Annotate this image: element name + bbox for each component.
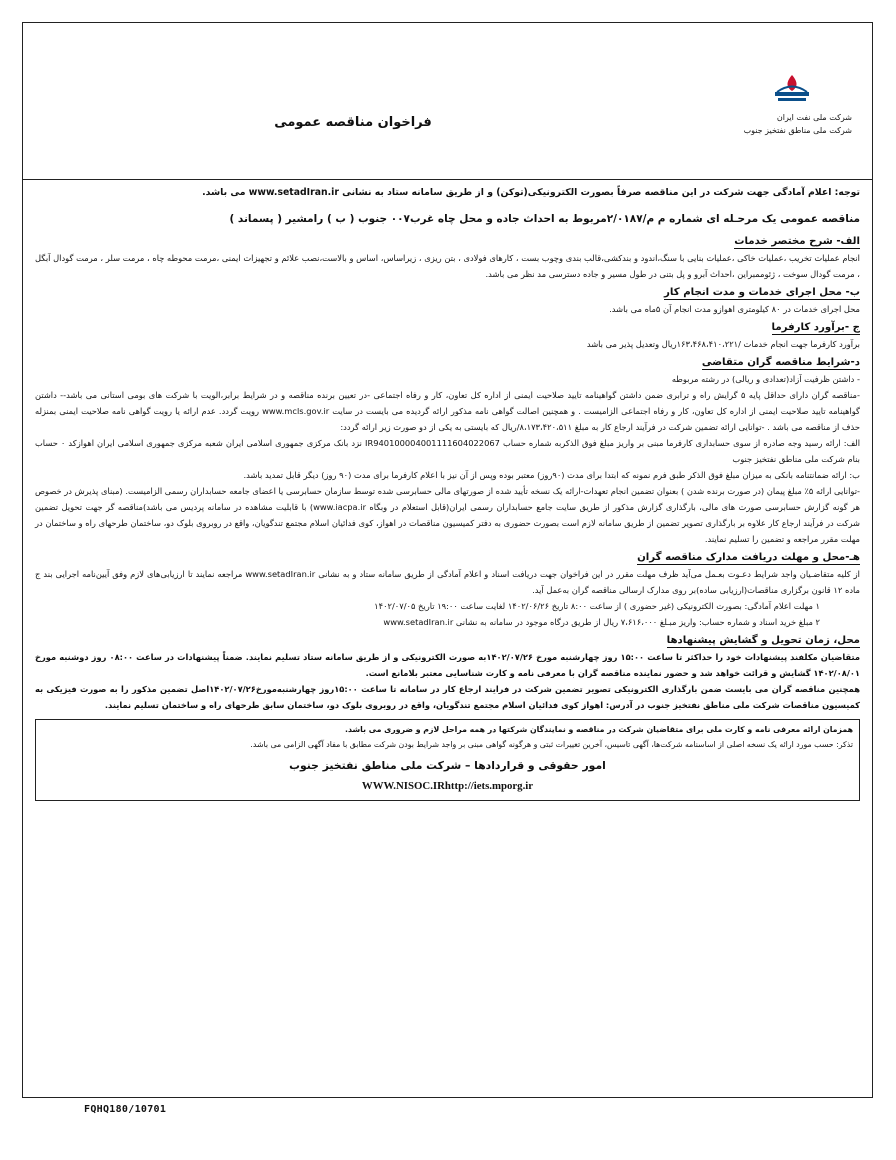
page-title: فراخوان مناقصه عمومی	[274, 115, 432, 130]
notice-text: توجه: اعلام آمادگی جهت شرکت در این مناقصه صرفاً بصورت الکترونیکی(توکن) و از طریق سامانه ستاد به نشانی www.setadIran.ir می باشد.	[202, 187, 860, 198]
company-name-line1: شرکت ملی نفت ایران	[776, 113, 852, 122]
notes-line2: تذکر: حسب مورد ارائه یک نسخه اصلی از اساسنامه شرکت‌ها، آگهی تاسیس، آخرین تغییرات ثبتی و هرگونه گواهی مبنی بر واجد شرایط بودن شرکت مطابق با مفاد آگهی الزامی می باشد.	[250, 740, 853, 749]
section-vav-text1: متقاضیان مکلفند پیشنهادات خود را حداکثر تا ساعت ۱۵:۰۰ روز چهارشنبه مورخ ۱۴۰۲/۰۷/۲۶به صورت الکترونیکی و از طریق سامانه ستاد تسلیم نمایند. ضمناً پیشنهادات در ساعت ۰۸:۰۰ روز دوشنبه مورخ ۱۴۰۲/۰۸/۰۱ گشایش و قرائت خواهد شد و حضور نماینده مناقصه گران با معرفی نامه و کارت شناسایی معتبر بلامانع است.	[35, 652, 860, 678]
section-vav-text2: همچنین مناقصه گران می بایست ضمن بارگذاری الکترونیکی تصویر تضمین شرکت در فرایند ارجاع کار در سامانه تا ساعت ۱۵:۰۰روز چهارشنبه‌مورخ۱۴۰۲/۰۷/۲۶اصل تضمین مذکور را به صورت فیزیکی به کمیسیون مناقصات شرکت ملی مناطق نفتخیز جنوب در آدرس: اهواز کوی فدائیان اسلام مجتمع تندگویان، واقع در روبروی بلوک دو، ساختمان سابق طرحهای راه و ساختمان تسلیم نمایند.	[35, 684, 860, 710]
section-vav-heading: محل، زمان تحویل و گشایش پیشنهادها	[666, 635, 860, 646]
company-logo	[732, 73, 852, 137]
section-be-text: محل اجرای خدمات در ۸۰ کیلومتری اهوازو مدت انجام آن ۵ماه می باشد.	[609, 304, 860, 314]
section-dal-line: -توانایی ارائه ۵٪ مبلغ پیمان (در صورت برنده شدن ) بعنوان تضمین انجام تعهدات-ارائه یک نسخه تأیید شده از صورتهای مالی حسابرسی شده توسط سازمان حسابرسی یا اعضای جامعه حسابداران رسمی الزامیست. (مبنای پذیرش در خصوص هر گونه گزارش حسابرسی صورت های مالی، بارگذاری گزارش مذکور از طریق سایت جامع حسابداران رسمی ایران(قابل استعلام در وبگاه www.iacpa.ir) با قابلیت مشاهده در سامانه پردیس می باشد)مناقصه گر جهت تحویل تضمین شرکت در فرآیند ارجاع کار علاوه بر بارگذاری تصویر تضمین از طریق سامانه لازم است بصورت حضوری به دفتر کمیسیون مناقصات در اهواز، کوی فدائیان اسلام مجتمع تندگویان، واقع در روبروی بلوک دو، ساختمان طرحهای راه و ساختمان در مهلت مقرر مراجعه و تضمین را تسلیم نمایند.	[35, 486, 860, 544]
section-alef-heading: الف- شرح مختصر خدمات	[734, 236, 860, 247]
section-dal-line: - داشتن ظرفیت آزاد(تعدادی و ریالی) در رشته مربوطه	[671, 374, 860, 384]
section-he-item2: ۲ مبلغ خرید اسناد و شماره حساب: واریز مبـلغ ۷،۶۱۶،۰۰۰ ریال از طریق درگاه موجود در سامانه به نشانی www.setadIran.ir	[383, 617, 820, 627]
notes-box	[35, 719, 860, 801]
form-code: FQHQ180/10701	[84, 1104, 167, 1115]
section-jim-heading: ج -برآورد کارفرما	[771, 322, 860, 333]
section-he-heading: هـ-محل و مهلت دریافت مدارک مناقصه گران	[637, 552, 860, 563]
notice-frame	[22, 22, 873, 1098]
header	[23, 23, 872, 180]
section-dal-line: ب: ارائه ضمانتنامه بانکی به میزان مبلغ فوق الذکر طبق فرم نمونه که ابتدا برای مدت (۹۰روز) معتبر بوده وپس از آن نیز با اعلام کارفرما برای مدت (۹۰ روز) دیگر قابل تمدید باشد.	[243, 470, 860, 480]
nioc-flame-logo-icon	[769, 73, 815, 105]
section-dal-heading: د-شرایط مناقصه گران متقاضی	[701, 357, 860, 368]
section-dal-line: الف: ارائه رسید وجه صادره از سوی حسابداری کارفرما مبنی بر واریز مبلغ فوق الذکربه شماره حساب IR940100004001111604022067 نزد بانک مرکزی جمهوری اسلامی ایران شعبه مرکزی جمهوری اسلامی ایران اهوازکد ۰ حساب بنام شرکت ملی مناطق نفتخیز جنوب	[35, 438, 860, 464]
section-dal-line: -مناقصه گران دارای حداقل پایه ۵ گرایش راه و ترابری ضمن داشتن گواهینامه تایید صلاحیت ایمنی از اداره کل تعاون، کار و رفاه اجتماعی -در تعیین برنده مناقصه و در شرایط برابر،الویت با شرکت های بومی استانی می باشد-- داشتن گواهینامه تایید صلاحیت ایمنی از اداره کل تعاون، کار و رفاه اجتماعی الزامیست . و همچنین اصالت گواهی نامه مذکور ارائه گردیده می بایست در سایت www.mcls.gov.ir رویت گردد. عدم ارائه یا رویت گواهی نامه صلاحیت ایمنی بمنزله حذف از مناقصه می باشد . -توانایی ارائه تضمین شرکت در فرآیند ارجاع کار به مبلغ ۸،۱۷۳،۴۲۰،۵۱۱/ریال که بایستی به یکی از دو صورت زیر ارائه گردد:	[35, 390, 860, 432]
section-alef-text: انجام عملیات تخریب ،عملیات خاکی ،عملیات بنایی با سنگ،اندود و بندکشی،قالب بندی وچوب بست ، کارهای فولادی ، بتن ریزی ، زیراساس، اساس و بالاست،نصب علائم و تجهیزات ایمنی ،مرمت محوطه چاه ، مرمت سلر ، مرمت گودال آبگل ، مرمت گودال سوخت ، ژئوممبراین ،احداث آبرو و پل بتنی در طول مسیر و جاده دسترسی مد نظر می باشد.	[35, 253, 860, 279]
notice-body	[35, 183, 860, 801]
notes-line1: همزمان ارائه معرفی نامه و کارت ملی برای متقاضیان شرکت در مناقصه و نمایندگان شرکتها در همه مراحل لازم و ضروری می باشد.	[345, 725, 853, 734]
section-he-item1: ۱ مهلت اعلام آمادگی: بصورت الکترونیکی (غیر حضوری ) از ساعت ۸:۰۰ تاریخ ۱۴۰۲/۰۶/۲۶ لغایت ساعت ۱۹:۰۰ تاریخ ۱۴۰۲/۰۷/۰۵	[374, 601, 820, 611]
website-urls: WWW.NISOC.IRhttp://iets.mporg.ir	[361, 780, 534, 792]
section-jim-text: برآورد کارفرما جهت انجام خدمات /۱۶۳،۴۶۸،۴۱۰،۲۲۱ریال وتعدیل پذیر می باشد	[586, 339, 860, 349]
section-he-text: از کلیه متقاضـیان واجد شرایط دعـوت بعـمل می‌آید ظرف مهلت مقرر در این فراخوان جهت دریافت اسناد و اعلام آمادگی از طریق سامانه ستاد و به نشانی www.setadIran.ir مراجعه نمایند تا ارزیابی‌های لازم وفق آیین‌نامه اجرایی بند ج ماده ۱۲ قانون برگزاری مناقصات(ارزیابی ساده)بر روی مدارک ارسالی مناقصه گران به‌عمل آید.	[35, 569, 860, 595]
tender-title: مناقصه عمومی یک مرحـله ای شماره م م/۲/۰۱۸۷مربوط به احداث جاده و محل چاه غرب۰۰۷ جنوب ( ب ) رامشیر ( پسماند )	[229, 213, 860, 225]
signature-line: امور حقوقی و قراردادها – شرکت ملی مناطق نفتخیز جنوب	[289, 759, 606, 772]
section-be-heading: ب- محل اجرای خدمات و مدت انجام کار	[664, 287, 860, 298]
company-name-line2: شرکت ملی مناطق نفتخیز جنوب	[743, 126, 852, 135]
